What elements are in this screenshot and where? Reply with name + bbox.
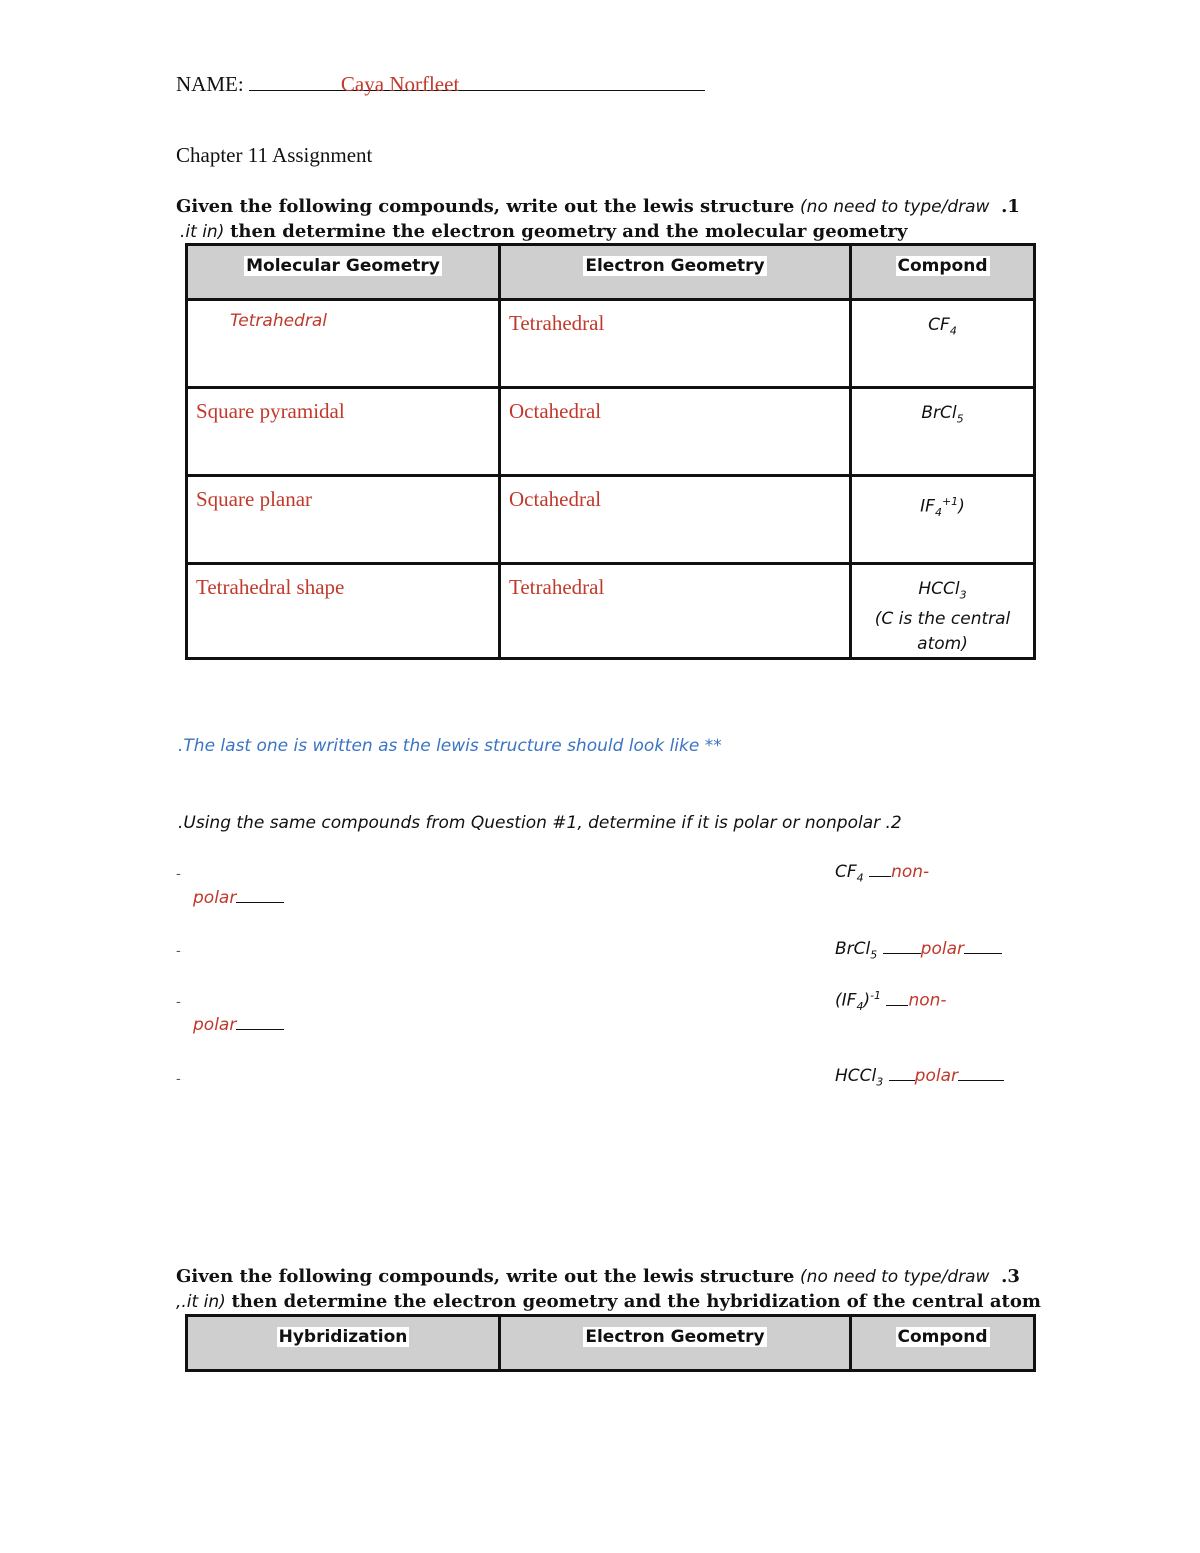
compound-cell: $IF_4^{+1}$) [851,476,1035,564]
electron-geometry-cell[interactable]: Tetrahedral [500,300,851,388]
question-2-text: .Using the same compounds from Question #1, determine if it is polar or nonpolar .2 [178,813,902,833]
molecular-geometry-cell[interactable]: Square planar [187,476,500,564]
name-blank-right [459,72,705,91]
answer-dash: - [176,866,181,882]
polarity-answer-cont: polar [193,888,284,908]
table-row [187,300,1035,388]
electron-geometry-cell[interactable]: Tetrahedral [500,564,851,659]
table-row [187,476,1035,564]
electron-geometry-cell[interactable]: Octahedral [500,388,851,476]
question-1-line-2-italic: .it in) [180,222,225,242]
question-1-line-2 [180,221,907,242]
compound-cell: BrCl$_5$ [851,388,1035,476]
compound-cell: HCCl$_3$ (C is the central atom) [851,564,1035,659]
polarity-row-brcl5: BrCl$_5$ polar [835,939,1002,961]
header-compound: Compond [851,1316,1035,1371]
polarity-answer[interactable]: polar [914,1066,958,1086]
question-1-line-1 [176,196,1020,217]
answer-dash: - [176,1071,181,1087]
name-blank-left [249,72,341,91]
question-3-line-1 [176,1266,1020,1287]
answer-dash: - [176,943,181,959]
question-3-line-2 [176,1291,1041,1312]
student-name[interactable]: Caya Norfleet [340,72,460,96]
polarity-answer[interactable]: non- [891,862,930,882]
header-hybridization: Hybridization [187,1316,500,1371]
table-row [187,564,1035,659]
name-line [176,72,705,97]
polarity-answer[interactable]: polar [920,939,964,959]
question-3-italic: (no need to type/draw [800,1267,990,1287]
lewis-note: .The last one is written as the lewis structure should look like ** [178,736,722,756]
polarity-row-if4: $(IF_4)^{-1}$ non- [835,989,947,1014]
page-title: Chapter 11 Assignment [176,143,373,167]
header-electron-geometry: Electron Geometry [500,245,851,300]
compound-cell: $CF_4$ [851,300,1035,388]
table-row [187,388,1035,476]
molecular-geometry-cell[interactable]: Tetrahedral shape [187,564,500,659]
header-compound: Compond [851,245,1035,300]
question-3-line-2-bold: then determine the electron geometry and the hybridization of the central atom [231,1291,1041,1312]
geometry-table [185,243,1036,660]
header-electron-geometry: Electron Geometry [500,1316,851,1371]
question-1-line-2-bold: then determine the electron geometry and the molecular geometry [230,221,908,242]
answer-dash: - [176,994,181,1010]
hybridization-table [185,1314,1036,1372]
molecular-geometry-cell[interactable]: Tetrahedral [187,300,500,388]
question-1-italic: (no need to type/draw [800,197,990,217]
compound-note: (C is the central atom) [874,609,1011,655]
question-1-number: .1 [1001,196,1020,217]
polarity-row-cf4: $CF_4$ non- [835,862,930,885]
question-3-number: .3 [1001,1266,1020,1287]
molecular-geometry-cell[interactable]: Square pyramidal [187,388,500,476]
name-label: NAME: [176,72,244,96]
header-molecular-geometry: Molecular Geometry [187,245,500,300]
question-3-bold: Given the following compounds, write out the lewis structure [176,1266,795,1287]
polarity-answer-cont: polar [193,1015,284,1035]
polarity-row-hccl3: HCCl$_3$ polar [835,1066,1004,1088]
question-1-bold: Given the following compounds, write out the lewis structure [176,196,795,217]
electron-geometry-cell[interactable]: Octahedral [500,476,851,564]
question-3-line-2-italic: ,.it in) [176,1292,226,1312]
polarity-answer[interactable]: non- [908,990,947,1011]
